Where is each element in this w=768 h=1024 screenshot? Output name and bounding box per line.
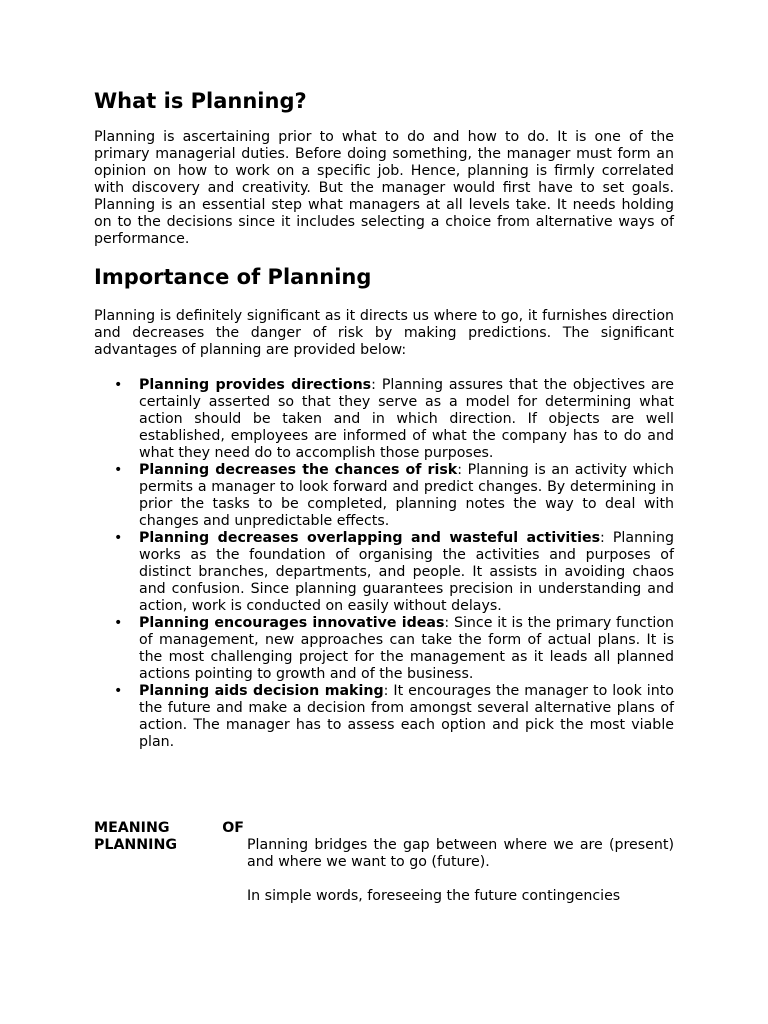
list-item-title: Planning aids decision making — [139, 683, 384, 699]
list-item — [94, 530, 674, 615]
bullet-icon: • — [114, 377, 123, 393]
list-item-title: Planning decreases overlapping and wasteful activities — [139, 530, 601, 546]
list-item-text: : Since it is the primary function of management, new approaches can take the form of actual plans. It is the most challenging project for the management as it leads all planned actions pointing to growth and of the business. — [139, 615, 674, 682]
heading-what-is-planning: What is Planning? — [94, 89, 307, 113]
benefits-list — [94, 377, 674, 751]
list-item-title: Planning provides directions — [139, 377, 372, 393]
bullet-icon: • — [114, 615, 123, 631]
list-item-title: Planning encourages innovative ideas — [139, 615, 445, 631]
bullet-icon: • — [114, 462, 123, 478]
meaning-of-planning-label — [94, 820, 244, 854]
heading-importance-of-planning: Importance of Planning — [94, 265, 372, 289]
label-word-meaning: MEANING — [94, 820, 170, 836]
meaning-paragraph-1: Planning bridges the gap between where we are (present) and where we want to go (future). — [247, 837, 674, 870]
meaning-of-planning-body — [247, 837, 674, 905]
list-item — [94, 462, 674, 530]
bullet-icon: • — [114, 683, 123, 699]
bullet-icon: • — [114, 530, 123, 546]
list-item-title: Planning decreases the chances of risk — [139, 462, 458, 478]
label-word-of: OF — [222, 820, 244, 836]
meaning-paragraph-2: In simple words, foreseeing the future contingencies — [247, 888, 621, 904]
paragraph-what-is-planning: Planning is ascertaining prior to what to do and how to do. It is one of the primary managerial duties. Before doing something, the manager must form an opinion on how to work on a specific job. Hence, planning is firmly correlated with discovery and creativity. But the manager would first have to set goals. Planning is an essential step what managers at all levels take. It needs holding on to the decisions since it includes selecting a choice from alternative ways of performance. — [94, 129, 674, 247]
paragraph-importance-intro: Planning is definitely significant as it directs us where to go, it furnishes direction and decreases the danger of risk by making predictions. The significant advantages of planning are provided below: — [94, 308, 674, 358]
list-item — [94, 615, 674, 683]
list-item — [94, 683, 674, 751]
list-item-text: : Planning assures that the objectives are certainly asserted so that they serve as a model for determining what action should be taken and in which direction. If objects are well established, employees are informed of what the company has to do and what they need do to accomplish those purposes. — [139, 377, 674, 461]
list-item-text: : Planning works as the foundation of organising the activities and purposes of distinct branches, departments, and people. It assists in avoiding chaos and confusion. Since planning guarantees precision in understanding and action, work is conducted on easily without delays. — [139, 530, 674, 614]
list-item-text: : It encourages the manager to look into the future and make a decision from amongst several alternative plans of action. The manager has to assess each option and pick the most viable plan. — [139, 683, 674, 750]
list-item-text: : Planning is an activity which permits a manager to look forward and predict changes. By determining in prior the tasks to be completed, planning notes the way to deal with changes and unpredictable effects. — [139, 462, 674, 529]
label-word-planning: PLANNING — [94, 837, 177, 853]
list-item — [94, 377, 674, 462]
